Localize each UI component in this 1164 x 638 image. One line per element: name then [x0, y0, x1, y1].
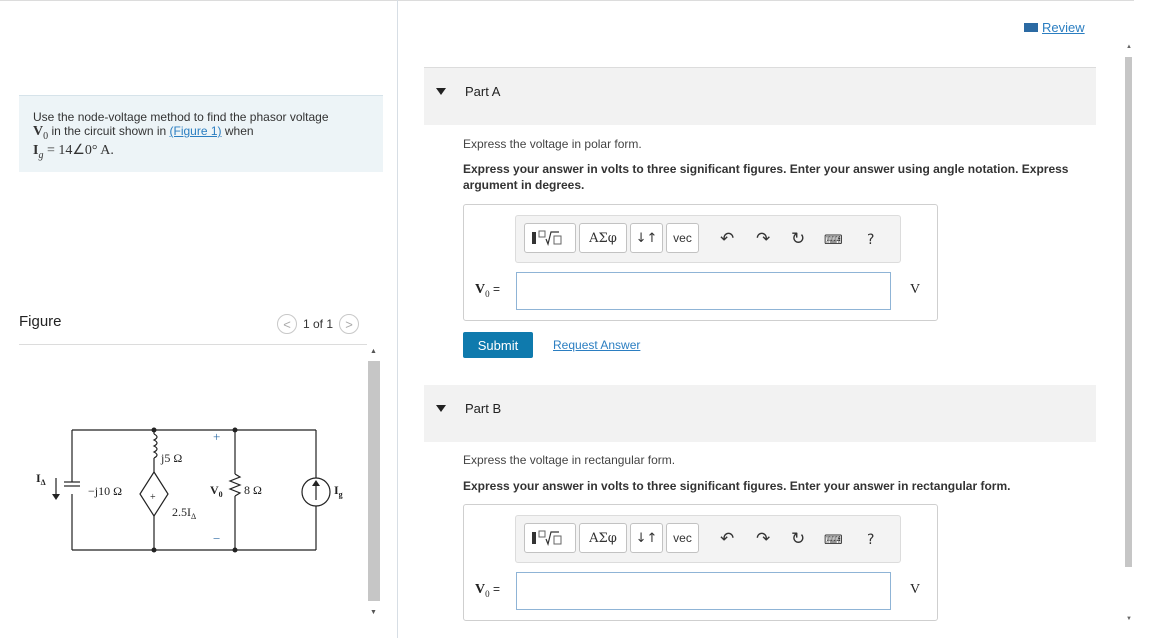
- part-a-answer-input[interactable]: [516, 272, 891, 310]
- part-b-answer-box: [463, 504, 938, 621]
- submit-button[interactable]: Submit: [463, 332, 533, 358]
- scroll-up-icon[interactable]: ▲: [370, 348, 377, 355]
- figure-scrollbar[interactable]: [366, 306, 382, 630]
- redo-icon[interactable]: ↷: [756, 529, 771, 549]
- review-link[interactable]: [1024, 20, 1085, 35]
- reset-icon[interactable]: ↻: [791, 229, 806, 249]
- keyboard-icon[interactable]: ⌨: [824, 533, 843, 548]
- circuit-diagram: [30, 420, 360, 565]
- scroll-down-icon[interactable]: ▼: [370, 609, 377, 616]
- part-a-answer-label: $V_0$ =: [475, 282, 500, 299]
- part-b-header[interactable]: [424, 385, 1096, 442]
- template-sqrt-icon: [530, 229, 570, 247]
- part-b-unit: V: [910, 582, 921, 597]
- review-label: Review: [1042, 20, 1085, 35]
- figure-divider: [19, 344, 367, 345]
- label-idelta: $I_\Delta$: [36, 471, 46, 487]
- problem-line-1: [33, 110, 383, 124]
- problem-text-2: in the circuit shown in: [48, 124, 170, 138]
- greek-symbols-button[interactable]: ΑΣφ: [579, 223, 627, 253]
- book-icon: [1024, 23, 1038, 32]
- prev-figure-button[interactable]: <: [277, 314, 297, 334]
- figure-title: Figure: [19, 313, 62, 330]
- arrows-button[interactable]: ↓↑: [630, 523, 663, 553]
- label-z1: −j10 Ω: [88, 484, 123, 498]
- math-toolbar: [515, 215, 901, 263]
- label-source: $2.5I_\Delta$: [172, 505, 197, 521]
- part-b-answer-input[interactable]: [516, 572, 891, 610]
- part-b-label: Part B: [465, 401, 502, 416]
- help-icon[interactable]: ?: [867, 532, 875, 548]
- label-z2: j5 Ω: [161, 451, 183, 465]
- idelta-arrow: [52, 494, 60, 500]
- part-a-answer-box: [463, 204, 938, 321]
- scroll-down-icon[interactable]: ▼: [1126, 616, 1132, 622]
- part-a-label: Part A: [465, 84, 501, 99]
- label-plus-vo: +: [213, 429, 221, 444]
- vector-button[interactable]: vec: [666, 523, 699, 553]
- part-b-prompt: Express the voltage in rectangular form.: [463, 453, 676, 467]
- figure-scroll-thumb[interactable]: [368, 361, 380, 601]
- part-a-prompt: Express the voltage in polar form.: [463, 137, 642, 151]
- redo-icon[interactable]: ↷: [756, 229, 771, 249]
- label-vo: $V_0$: [210, 483, 223, 499]
- template-sqrt-icon: [530, 529, 570, 547]
- problem-line-2: [33, 124, 383, 144]
- panel-divider: [397, 0, 398, 638]
- label-ig: $I_g$: [334, 483, 343, 499]
- collapse-triangle-icon[interactable]: [436, 405, 446, 412]
- scroll-up-icon[interactable]: ▲: [1126, 44, 1132, 50]
- part-a-instructions: Express your answer in volts to three significant figures. Enter your answer using angle notation. Express argument in degrees.: [463, 162, 1069, 192]
- undo-icon[interactable]: ↶: [720, 529, 735, 549]
- part-b-answer-label: $V_0$ =: [475, 582, 500, 599]
- label-source-plus: +: [150, 492, 156, 503]
- math-toolbar: [515, 515, 901, 563]
- arrows-button[interactable]: ↓↑: [630, 223, 663, 253]
- figure-page-count: 1 of 1: [303, 317, 334, 331]
- page-scrollbar[interactable]: [1124, 42, 1134, 632]
- problem-panel: [0, 0, 397, 638]
- templates-button[interactable]: [524, 523, 576, 553]
- problem-statement: [19, 95, 383, 172]
- reset-icon[interactable]: ↻: [791, 529, 806, 549]
- vector-button[interactable]: vec: [666, 223, 699, 253]
- figure-link[interactable]: (Figure 1): [169, 124, 222, 138]
- help-icon[interactable]: ?: [867, 232, 875, 248]
- request-answer-link[interactable]: Request Answer: [553, 338, 641, 352]
- label-r: 8 Ω: [244, 483, 262, 497]
- greek-symbols-button[interactable]: ΑΣφ: [579, 523, 627, 553]
- ig-arrow: [312, 480, 320, 486]
- part-b-instructions: Express your answer in volts to three significant figures. Enter your answer in rectangular form.: [463, 479, 1011, 493]
- keyboard-icon[interactable]: ⌨: [824, 233, 843, 248]
- templates-button[interactable]: [524, 223, 576, 253]
- page-scroll-thumb[interactable]: [1125, 57, 1132, 567]
- ig-expression: $I_g$ = 14∠0° A.: [33, 142, 114, 161]
- label-minus-vo: −: [213, 531, 221, 546]
- undo-icon[interactable]: ↶: [720, 229, 735, 249]
- figure-pager: [277, 314, 359, 334]
- part-a-header[interactable]: [424, 68, 1096, 125]
- next-figure-button[interactable]: >: [339, 314, 359, 334]
- problem-text-1: Use the node-voltage method to find the phasor voltage: [33, 110, 329, 124]
- problem-text-3: when: [221, 124, 254, 138]
- vo-symbol: $V_0$: [33, 124, 49, 142]
- part-a-unit: V: [910, 282, 921, 297]
- collapse-triangle-icon[interactable]: [436, 88, 446, 95]
